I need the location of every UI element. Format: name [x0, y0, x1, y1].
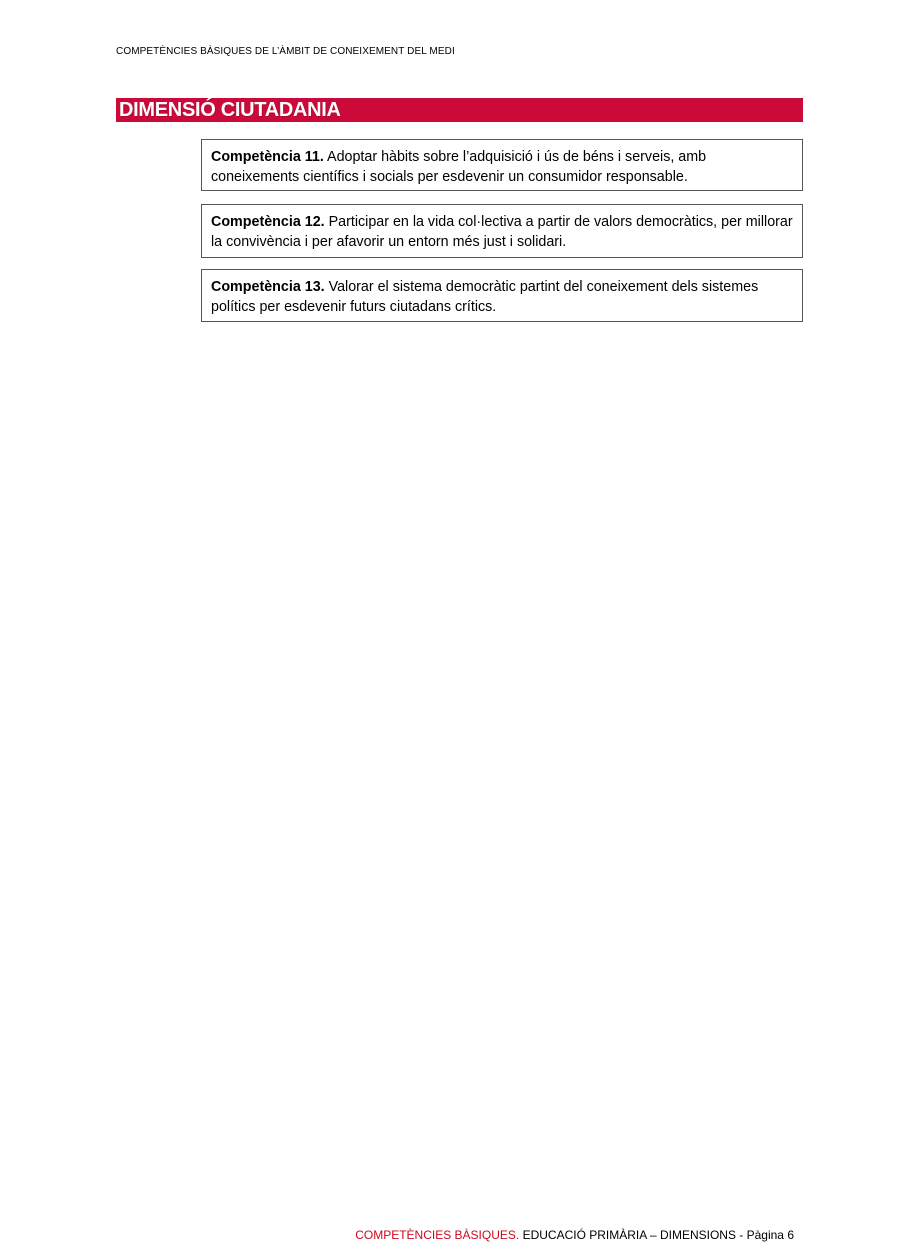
section-title: DIMENSIÓ CIUTADANIA [119, 99, 341, 121]
competence-label: Competència 12. [211, 214, 325, 230]
competence-label: Competència 13. [211, 279, 325, 295]
competence-box-12 [201, 204, 803, 258]
running-header: COMPETÈNCIES BÀSIQUES DE L’ÀMBIT DE CONEIXEMENT DEL MEDI [116, 46, 455, 57]
footer-page-info: EDUCACIÓ PRIMÀRIA – DIMENSIONS - Pàgina 6 [519, 1228, 794, 1242]
competence-box-13 [201, 269, 803, 322]
competence-text: Participar en la vida col·lectiva a partir de valors democràtics, per millorar la convivència i per afavorir un entorn més just i solidari. [211, 214, 793, 250]
competence-label: Competència 11. [211, 149, 324, 165]
footer-series: COMPETÈNCIES BÀSIQUES. [355, 1228, 520, 1242]
section-banner [116, 98, 803, 122]
page-footer [355, 1228, 794, 1242]
competence-text: Valorar el sistema democràtic partint del coneixement dels sistemes polítics per esdevenir futurs ciutadans crítics. [211, 279, 759, 315]
competence-box-11 [201, 139, 803, 191]
competence-text: Adoptar hàbits sobre l’adquisició i ús de béns i serveis, amb coneixements científics i socials per esdevenir un consumidor responsable. [211, 149, 707, 185]
